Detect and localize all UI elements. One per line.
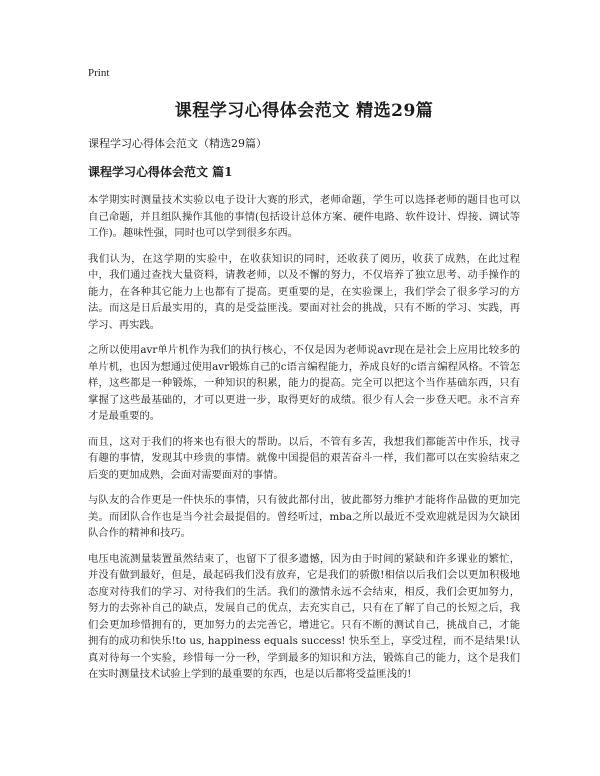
paragraph-6: 电压电流测量装置虽然结束了，也留下了很多遗憾，因为由于时间的紧缺和许多课业的繁忙，并没有做到最好，但是，最起码我们没有放弃，它是我们的骄傲!相信以后我们会以更加积极地态度对待我们的学习、对待我们的生活。我们的激情永远不会结束，相反，我们会更加努力，努力的去弥补自己的缺点，发展自己的优点，去充实自己，只有在了解了自己的长短之后，我们会更加珍惜拥有的，更加努力的去完善它，增进它。只有不断的测试自己，挑战自己，才能拥有的成功和快乐!to us, happiness equals success! 快乐至上，享受过程，而不是结果!认真对待每一个实验，珍惜每一分一秒，学到最多的知识和方法，锻炼自己的能力，这个是我们在实时测量技术试验上学到的最重要的东西，也是以后都将受益匪浅的! — [88, 552, 520, 680]
print-label: Print — [88, 67, 110, 79]
document-subtitle: 课程学习心得体会范文（精选29篇） — [88, 137, 267, 150]
paragraph-3: 之所以使用avr单片机作为我们的执行核心，不仅是因为老师说avr现在是社会上应用比较多的单片机，也因为想通过使用avr锻炼自己的c语言编程能力，养成良好的c语言编程风格。不管怎样，这些都是一种锻炼，一种知识的积累，能力的提高。完全可以把这个当作基础东西，只有掌握了这些最基础的，才可以更进一步，取得更好的成绩。很少有人会一步登天吧。永不言弃才是最重要的。 — [88, 344, 520, 422]
paragraph-4: 而且，这对于我们的将来也有很大的帮助。以后，不管有多苦，我想我们都能苦中作乐，找寻有趣的事情，发现其中珍贵的事情。就像中国提倡的艰苦奋斗一样，我们都可以在实验结束之后变的更加成熟，会面对需要面对的事情。 — [88, 435, 520, 481]
section-heading: 课程学习心得体会范文 篇1 — [88, 165, 233, 179]
paragraph-5: 与队友的合作更是一件快乐的事情，只有彼此都付出，彼此都努力维护才能将作品做的更加完美。而团队合作也是当今社会最提倡的。曾经听过，mba之所以最近不受欢迎就是因为欠缺团队合作的精神和技巧。 — [88, 494, 520, 539]
paragraph-1: 本学期实时测量技术实验以电子设计大赛的形式，老师命题，学生可以选择老师的题目也可以自己命题，并且组队操作其他的事情(包括设计总体方案、硬件电路、软件设计、焊接、调试等工作)。趣味性强，同时也可以学到很多东西。 — [88, 194, 520, 239]
document-page — [88, 66, 520, 692]
document-title: 课程学习心得体会范文 精选29篇 — [174, 101, 434, 121]
paragraph-2: 我们认为，在这学期的实验中，在收获知识的同时，还收获了阅历，收获了成熟，在此过程中，我们通过查找大量资料，请教老师，以及不懈的努力，不仅培养了独立思考、动手操作的能力，在各种其它能力上也都有了提高。更重要的是，在实验课上，我们学会了很多学习的方法。而这是日后最实用的，真的是受益匪浅。要面对社会的挑战，只有不断的学习、实践，再学习、再实践。 — [88, 252, 520, 331]
